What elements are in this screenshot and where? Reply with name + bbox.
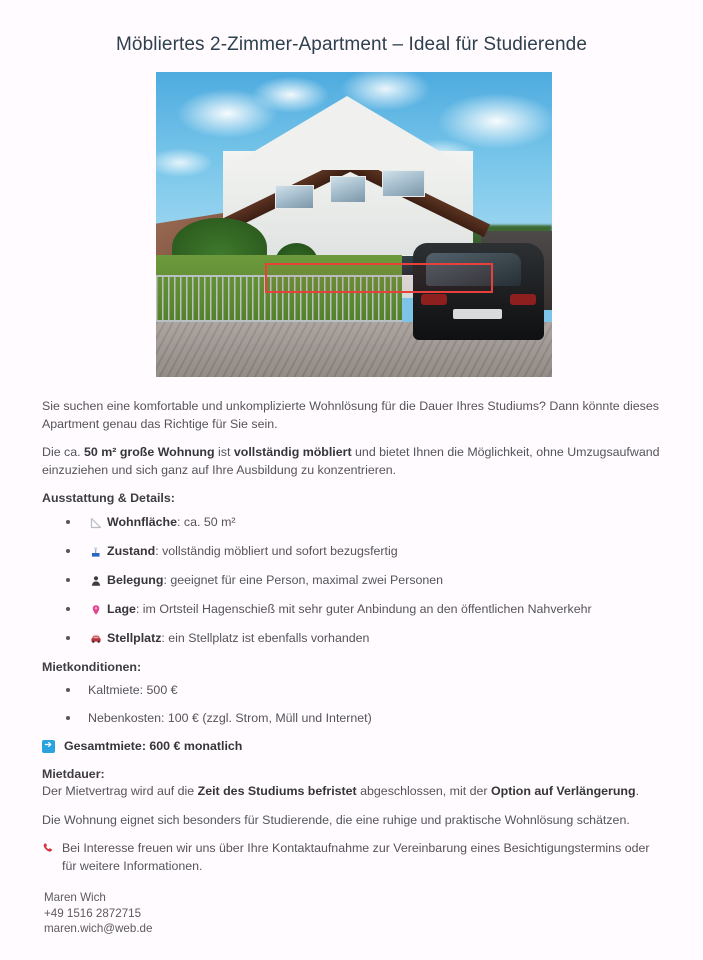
bullet-dot [66, 578, 70, 582]
lease-term-heading: Mietdauer: [42, 766, 105, 781]
list-item [42, 543, 662, 561]
intro-p2-mid: ist [214, 445, 234, 459]
bullet-dot [66, 549, 70, 553]
car-taillight-left [421, 294, 447, 306]
window-upper-right [382, 170, 426, 197]
lease-bold-option: Option auf Verlängerung [491, 784, 636, 798]
property-photo [156, 72, 552, 377]
car-icon [88, 631, 103, 648]
feature-value: : geeignet für eine Person, maximal zwei Personen [163, 572, 444, 587]
list-item [42, 682, 662, 699]
photo-canvas [156, 72, 552, 377]
list-item [42, 601, 662, 619]
feature-label: Belegung [107, 572, 164, 587]
list-item [42, 514, 662, 532]
bullet-dot [66, 716, 70, 720]
bullet-dot [66, 520, 70, 524]
lease-pre: Der Mietvertrag wird auf die [42, 784, 198, 798]
contact-cta-text: Bei Interesse freuen wir uns über Ihre Kontaktaufnahme zur Vereinbarung eines Besichtigungstermins oder für weitere Informationen. [62, 841, 650, 873]
list-item [42, 572, 662, 590]
rent-conditions-heading: Mietkonditionen: [42, 659, 142, 674]
bullet-dot [66, 607, 70, 611]
contact-email: maren.wich@web.de [44, 922, 153, 935]
page-title: Möbliertes 2-Zimmer-Apartment – Ideal für Studierende [116, 34, 587, 55]
bullet-dot [66, 636, 70, 640]
intro-paragraph-1: Sie suchen eine komfortable und unkomplizierte Wohnlösung für die Dauer Ihres Studiums? Dann könnte dieses Apartment genau das Richtige für Sie sein. [42, 399, 659, 431]
feature-value: : im Ortsteil Hagenschieß mit sehr guter Anbindung an den öffentlichen Nahverkehr [135, 601, 592, 616]
rent-item-text: Nebenkosten: 100 € (zzgl. Strom, Müll und Internet) [88, 711, 372, 725]
lease-mid: abgeschlossen, mit der [356, 784, 491, 798]
intro-p2-pre: Die ca. [42, 445, 85, 459]
feature-label: Zustand [107, 543, 156, 558]
rent-conditions-list [42, 682, 662, 727]
suitability-paragraph: Die Wohnung eignet sich besonders für Studierende, die eine ruhige und praktische Wohnlösung schätzen. [42, 812, 630, 827]
paint-roller-icon [88, 544, 103, 561]
feature-value: : ca. 50 m² [177, 514, 236, 529]
annotation-rectangle [265, 263, 493, 293]
list-item [42, 710, 662, 727]
feature-value: : vollständig möbliert und sofort bezugsfertig [155, 543, 398, 558]
car-license-plate [453, 309, 503, 319]
rent-item-text: Kaltmiete: 500 € [88, 683, 178, 697]
lease-bold-period: Zeit des Studiums befristet [197, 784, 357, 798]
contact-phone: +49 1516 2872715 [44, 906, 142, 920]
listing-body [42, 398, 662, 886]
right-arrow-icon [42, 740, 55, 753]
bullet-dot [66, 688, 70, 692]
lease-term-line [42, 783, 662, 801]
total-rent-line [42, 738, 662, 756]
map-pin-icon [88, 602, 103, 619]
list-item [42, 630, 662, 648]
feature-label: Stellplatz [107, 630, 162, 645]
person-icon [88, 573, 103, 590]
features-heading: Ausstattung & Details: [42, 491, 175, 505]
features-list [42, 514, 662, 648]
intro-paragraph-2 [42, 444, 662, 479]
house-gable [223, 96, 471, 170]
feature-value: : ein Stellplatz ist ebenfalls vorhanden [161, 630, 370, 645]
feature-label: Lage [107, 601, 136, 616]
triangle-ruler-icon [88, 515, 103, 532]
telephone-icon [42, 840, 54, 858]
lease-post: . [635, 784, 640, 798]
total-rent-text: Gesamtmiete: 600 € monatlich [64, 739, 243, 753]
intro-p2-bold-size: 50 m² große Wohnung [84, 445, 215, 459]
window-upper-left [275, 185, 315, 209]
window-upper-middle [330, 176, 366, 203]
contact-cta-paragraph [42, 840, 662, 875]
intro-p2-post: und bietet Ihnen die Möglichkeit, ohne Umzugsaufwand einzuziehen und sich ganz auf Ihre Ausbildung zu konzentrieren. [42, 445, 660, 477]
car-taillight-right [510, 294, 536, 306]
contact-block [44, 890, 152, 937]
contact-name: Maren Wich [44, 891, 106, 904]
feature-label: Wohnfläche [107, 514, 177, 529]
intro-p2-bold-furnished: vollständig möbliert [233, 445, 352, 459]
lease-term-block [42, 766, 662, 801]
